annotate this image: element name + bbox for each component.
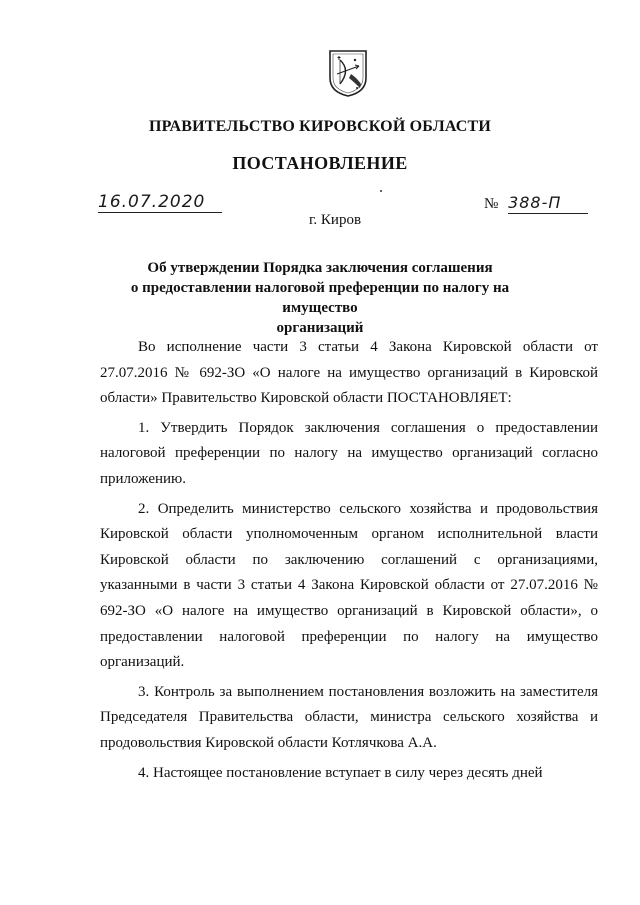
paragraph-item-2: 2. Определить министерство сельского хозяйства и продовольствия Кировской области уполномоченным органом исполнительной власти Кировской области по заключению соглашений с организациями, указанными в части 3 статьи 4 Закона Кировской области от 27.07.2016 № 692-ЗО «О налоге на имущество организаций в Кировской области», о предоставлении налоговой преференции по налогу на имущество организаций.	[100, 500, 598, 671]
government-name: ПРАВИТЕЛЬСТВО КИРОВСКОЙ ОБЛАСТИ	[148, 118, 492, 135]
document-number	[484, 193, 598, 214]
title-line-1: Об утверждении Порядка заключения соглашения	[147, 260, 493, 276]
title-line-2: о предоставлении налоговой преференции по налогу на имущество	[130, 280, 510, 316]
paragraph-item-1: 1. Утвердить Порядок заключения соглашения о предоставлении налоговой преференции по налогу на имущество организаций согласно приложению.	[100, 419, 598, 487]
city: г. Киров	[308, 212, 362, 228]
intro-paragraph: Во исполнение части 3 статьи 4 Закона Кировской области от 27.07.2016 № 692-ЗО «О налоге на имущество организаций в Кировской области» Правительство Кировской области ПОСТАНОВЛЯЕТ:	[100, 339, 598, 407]
document-title	[100, 258, 540, 338]
document-body	[100, 335, 598, 790]
handwritten-number: 388-П	[508, 193, 588, 214]
scan-speck	[380, 190, 382, 192]
paragraph-item-4: 4. Настоящее постановление вступает в силу через десять дней	[138, 764, 543, 781]
title-line-3: организаций	[276, 320, 364, 336]
number-sign: №	[484, 196, 499, 212]
handwritten-date: 16.07.2020	[98, 192, 222, 213]
kirov-oblast-coat-of-arms-icon	[327, 48, 369, 98]
document-type: ПОСТАНОВЛЕНИЕ	[232, 153, 408, 173]
paragraph-item-3: 3. Контроль за выполнением постановления возложить на заместителя Председателя Правительства области, министра сельского хозяйства и продовольствия Кировской области Котлячкова А.А.	[100, 683, 598, 751]
